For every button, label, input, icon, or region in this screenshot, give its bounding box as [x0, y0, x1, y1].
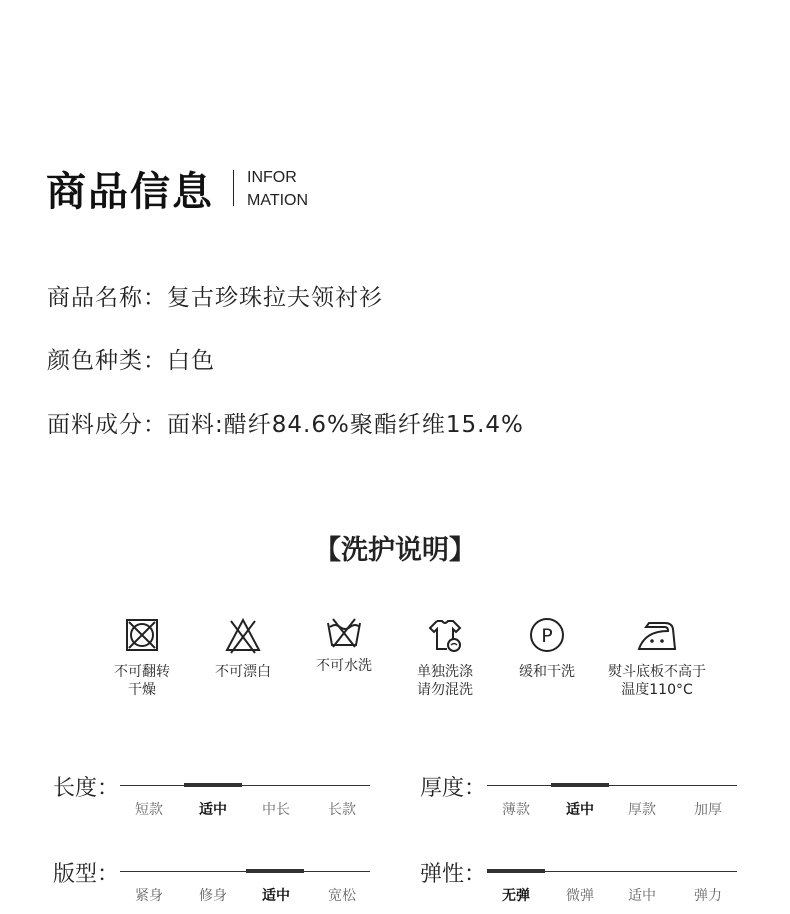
separate-wash-icon: [425, 615, 465, 655]
care-label-line1: 不可漂白: [215, 664, 271, 680]
page-title: 商品信息: [46, 169, 214, 215]
fit-option-tight: 紧身: [135, 888, 163, 904]
length-option-short: 短款: [135, 802, 163, 818]
length-option-long: 长款: [328, 802, 356, 818]
elasticity-scale-marker: [487, 869, 545, 873]
fit-label: 版型：: [53, 862, 120, 887]
care-item-iron: [597, 615, 717, 699]
thickness-scale-marker: [551, 783, 609, 787]
fit-scale-line: [120, 871, 370, 872]
care-label-line1: 不可翻转: [114, 664, 170, 680]
length-option-mid-long: 中长: [262, 802, 290, 818]
fit-option-loose: 宽松: [328, 888, 356, 904]
care-label-line1: 缓和干洗: [519, 664, 575, 680]
fit-option-slim: 修身: [199, 888, 227, 904]
product-name: 商品名称：复古珍珠拉夫领衬衫: [47, 285, 383, 311]
fit-option-regular: 适中: [262, 888, 290, 904]
no-wash-icon: [324, 615, 364, 649]
elasticity-label: 弹性：: [420, 862, 487, 887]
thickness-option-medium: 适中: [566, 802, 594, 818]
no-tumble-dry-icon: [122, 615, 162, 655]
no-bleach-icon: [223, 615, 263, 655]
thickness-option-thick: 厚款: [628, 802, 656, 818]
thickness-option-extra-thick: 加厚: [694, 802, 722, 818]
product-color: 颜色种类：白色: [47, 348, 215, 374]
iron-icon: [635, 615, 679, 655]
length-option-medium: 适中: [199, 802, 227, 818]
care-title: 【洗护说明】: [314, 535, 476, 566]
care-label-line2: 请勿混洗: [417, 682, 473, 698]
dry-clean-icon: [527, 615, 567, 655]
title-divider: [233, 170, 234, 206]
elasticity-option-medium: 适中: [628, 888, 656, 904]
thickness-option-thin: 薄款: [502, 802, 530, 818]
fit-scale-marker: [246, 869, 304, 873]
elasticity-option-none: 无弹: [502, 888, 530, 904]
thickness-label: 厚度：: [420, 776, 487, 801]
product-fabric: 面料成分：面料:醋纤84.6%聚酯纤维15.4%: [47, 412, 524, 438]
elasticity-option-slight: 微弹: [566, 888, 594, 904]
care-label-line2: 温度110°C: [621, 682, 693, 698]
svg-text:P: P: [541, 625, 553, 647]
care-label-line1: 熨斗底板不高于: [608, 664, 706, 680]
care-item-dry-clean: [487, 615, 607, 681]
length-label: 长度：: [53, 776, 120, 801]
care-label-line1: 单独洗涤: [417, 664, 473, 680]
title-english: [247, 166, 308, 212]
title-english-line2: MATION: [247, 192, 309, 209]
length-scale-marker: [184, 783, 242, 787]
care-label-line2: 干燥: [128, 682, 156, 698]
title-english-line1: INFOR: [247, 169, 297, 186]
length-scale-line: [120, 785, 370, 786]
care-label-line1: 不可水洗: [316, 658, 372, 674]
elasticity-option-stretch: 弹力: [694, 888, 722, 904]
thickness-scale-line: [487, 785, 737, 786]
